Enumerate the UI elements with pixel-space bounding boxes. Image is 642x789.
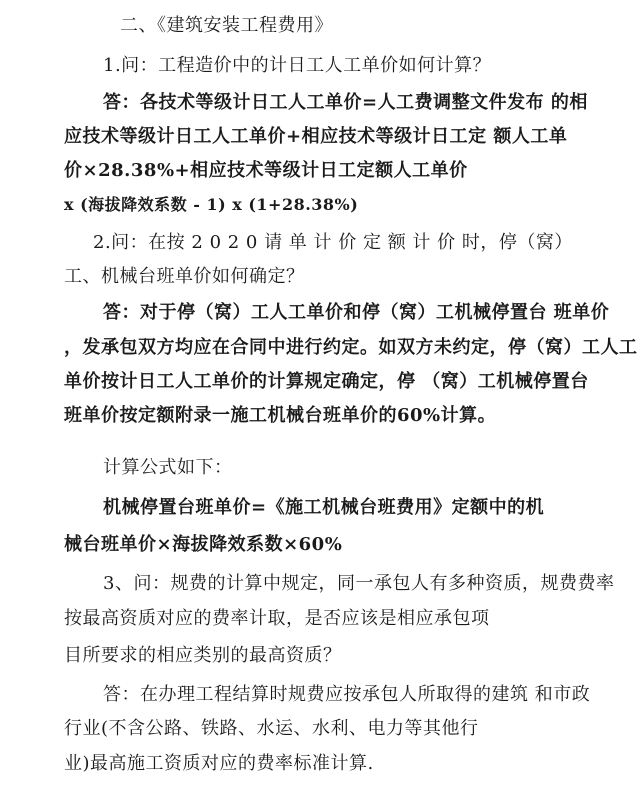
question-1: 1.问：工程造价中的计日工人工单价如何计算？ [103, 55, 492, 76]
answer-3-line-3: 业)最高施工资质对应的费率标准计算. [64, 753, 374, 774]
formula-line-2: 械台班单价×海拔降效系数×60% [64, 534, 343, 555]
answer-1-line-2: 应技术等级计日工人工单价+相应技术等级计日工定 额人工单 [64, 126, 568, 147]
answer-3-line-2: 行业(不含公路、铁路、水运、水利、电力等其他行 [64, 718, 479, 739]
answer-3-line-1: 答：在办理工程结算时规费应按承包人所取得的建筑 和市政 [103, 684, 591, 705]
question-3-line-3: 目所要求的相应类别的最高资质？ [64, 645, 342, 666]
answer-2-line-4: 班单价按定额附录一施工机械台班单价的60%计算。 [64, 405, 497, 426]
question-2-line-2: 工、机械台班单价如何确定？ [64, 266, 305, 287]
question-3-line-1: 3、问：规费的计算中规定，同一承包人有多种资质，规费费率 [103, 573, 615, 594]
answer-2-line-2: ，发承包双方均应在合同中进行约定。如双方未约定，停（窝）工人工 [64, 337, 638, 358]
answer-1-line-3: 价×28.38%+相应技术等级计日工定额人工单价 [64, 160, 468, 181]
formula-line-1: 机械停置台班单价=《施工机械台班费用》定额中的机 [103, 497, 545, 518]
section-title: 二、《建筑安装工程费用》 [120, 15, 333, 36]
formula-heading: 计算公式如下： [103, 457, 233, 478]
answer-1-line-4: x (海拔降效系数 - 1) x (1+28.38%) [64, 195, 359, 214]
question-2-line-1: 2.问：在按 2 0 2 0 请 单 计 价 定 额 计 价 时，停（窝） [93, 232, 573, 253]
answer-1-line-1: 答：各技术等级计日工人工单价=人工费调整文件发布 的相 [103, 92, 588, 113]
answer-2-line-1: 答：对于停（窝）工人工单价和停（窝）工机械停置台 班单价 [103, 302, 610, 323]
answer-2-line-3: 单价按计日工人工单价的计算规定确定，停 （窝）工机械停置台 [64, 371, 589, 392]
question-3-line-2: 按最高资质对应的费率计取，是否应该是相应承包项 [64, 608, 490, 629]
